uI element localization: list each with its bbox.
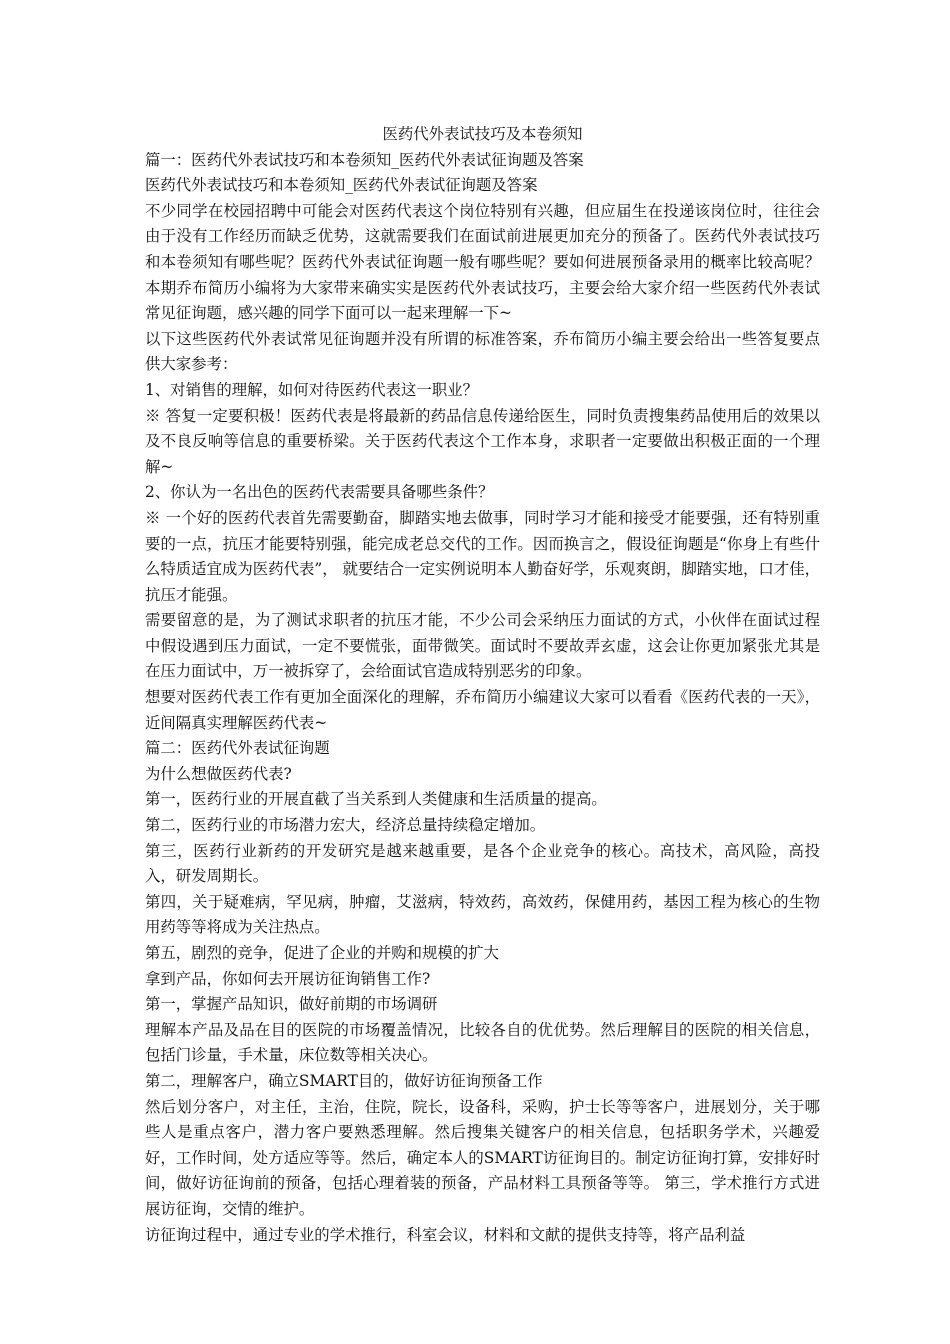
paragraph: 理解本产品及品在目的医院的市场覆盖情况，比较各自的优优势。然后理解目的医院的相关信息，包括门诊量，手术量，床位数等相关决心。 [145, 1020, 820, 1065]
paragraph: 想要对医药代表工作有更加全面深化的理解，乔布简历小编建议大家可以看看《医药代表的一天》，近间隔真实理解医药代表~ [145, 688, 820, 732]
document-title: 医药代外表试技巧及本卷须知 [382, 125, 583, 143]
paragraph: 第一，掌握产品知识，做好前期的市场调研 [145, 995, 438, 1014]
paragraph: 篇一：医药代外表试技巧和本卷须知_医药代外表试征询题及答案 [145, 150, 584, 169]
document-page [145, 122, 820, 1248]
paragraph: 需要留意的是，为了测试求职者的抗压才能，不少公司会采纳压力面试的方式，小伙伴在面试过程中假设遇到压力面试，一定不要慌张，面带微笑。面试时不要故弄玄虚，这会让你更加紧张尤其是在压力面试中，万一被拆穿了，会给面试官造成特别恶劣的印象。 [145, 611, 820, 681]
paragraph: 第二，医药行业的市场潜力宏大，经济总量持续稳定增加。 [145, 816, 546, 835]
paragraph: 1、对销售的理解，如何对待医药代表这一职业？ [145, 380, 478, 399]
paragraph: 然后划分客户，对主任，主治，住院，院长，设备科，采购，护士长等等客户，进展划分，关于哪些人是重点客户，潜力客户要熟悉理解。然后搜集关键客户的相关信息，包括职务学术，兴趣爱好，工作时间，处方适应等等。然后，确定本人的SMART访征询目的。制定访征询打算，安排好时间，做好访征询前的预备，包括心理着装的预备，产品材料工具预备等等。 第三，学术推行方式进展访征询，交情的维护。 [145, 1097, 820, 1218]
paragraph: 以下这些医药代外表试常见征询题并没有所谓的标准答案，乔布简历小编主要会给出一些答复要点供大家参考： [145, 329, 820, 374]
paragraph: 第三，医药行业新药的开发研究是越来越重要，是各个企业竞争的核心。高技术，高风险，高投入，研发周期长。 [145, 841, 820, 886]
paragraph: 为什么想做医药代表? [145, 764, 292, 783]
paragraph: ※ 一个好的医药代表首先需要勤奋，脚踏实地去做事，同时学习才能和接受才能要强，还有特别重要的一点，抗压才能要特别强，能完成老总交代的工作。因而换言之，假设征询题是“你身上有些什么特质适宜成为医药代表”， 就要结合一定实例说明本人勤奋好学，乐观爽朗，脚踏实地，口才佳，抗压才能强。 [145, 508, 820, 604]
section-heading: 篇二：医药代外表试征询题 [145, 739, 330, 758]
paragraph: 访征询过程中，通过专业的学术推行，科室会议，材料和文献的提供支持等，将产品利益 [145, 1225, 746, 1244]
paragraph: 第二，理解客户，确立SMART目的，做好访征询预备工作 [145, 1071, 543, 1090]
paragraph: 拿到产品，你如何去开展访征询销售工作? [145, 969, 431, 988]
paragraph: 第五，剧烈的竞争，促进了企业的并购和规模的扩大 [145, 944, 499, 962]
paragraph: 2、你认为一名出色的医药代表需要具备哪些条件？ [145, 483, 494, 502]
paragraph: 第四，关于疑难病，罕见病，肿瘤，艾滋病，特效药，高效药，保健用药，基因工程为核心的生物用药等等将成为关注热点。 [145, 892, 820, 937]
paragraph: 不少同学在校园招聘中可能会对医药代表这个岗位特别有兴趣，但应届生在投递该岗位时，往往会由于没有工作经历而缺乏优势，这就需要我们在面试前进展更加充分的预备了。医药代外表试技巧和本卷须知有哪些呢？医药代外表试征询题一般有哪些呢？要如何进展预备录用的概率比较高呢？本期乔布简历小编将为大家带来确实实是医药代外表试技巧，主要会给大家介绍一些医药代外表试常见征询题，感兴趣的同学下面可以一起来理解一下~ [145, 201, 820, 323]
paragraph: ※ 答复一定要积极！医药代表是将最新的药品信息传递给医生，同时负责搜集药品使用后的效果以及不良反响等信息的重要桥梁。关于医药代表这个工作本身，求职者一定要做出积极正面的一个理解~ [145, 406, 820, 476]
paragraph: 第一，医药行业的开展直截了当关系到人类健康和生活质量的提高。 [145, 790, 607, 809]
paragraph: 医药代外表试技巧和本卷须知_医药代外表试征询题及答案 [145, 176, 538, 195]
